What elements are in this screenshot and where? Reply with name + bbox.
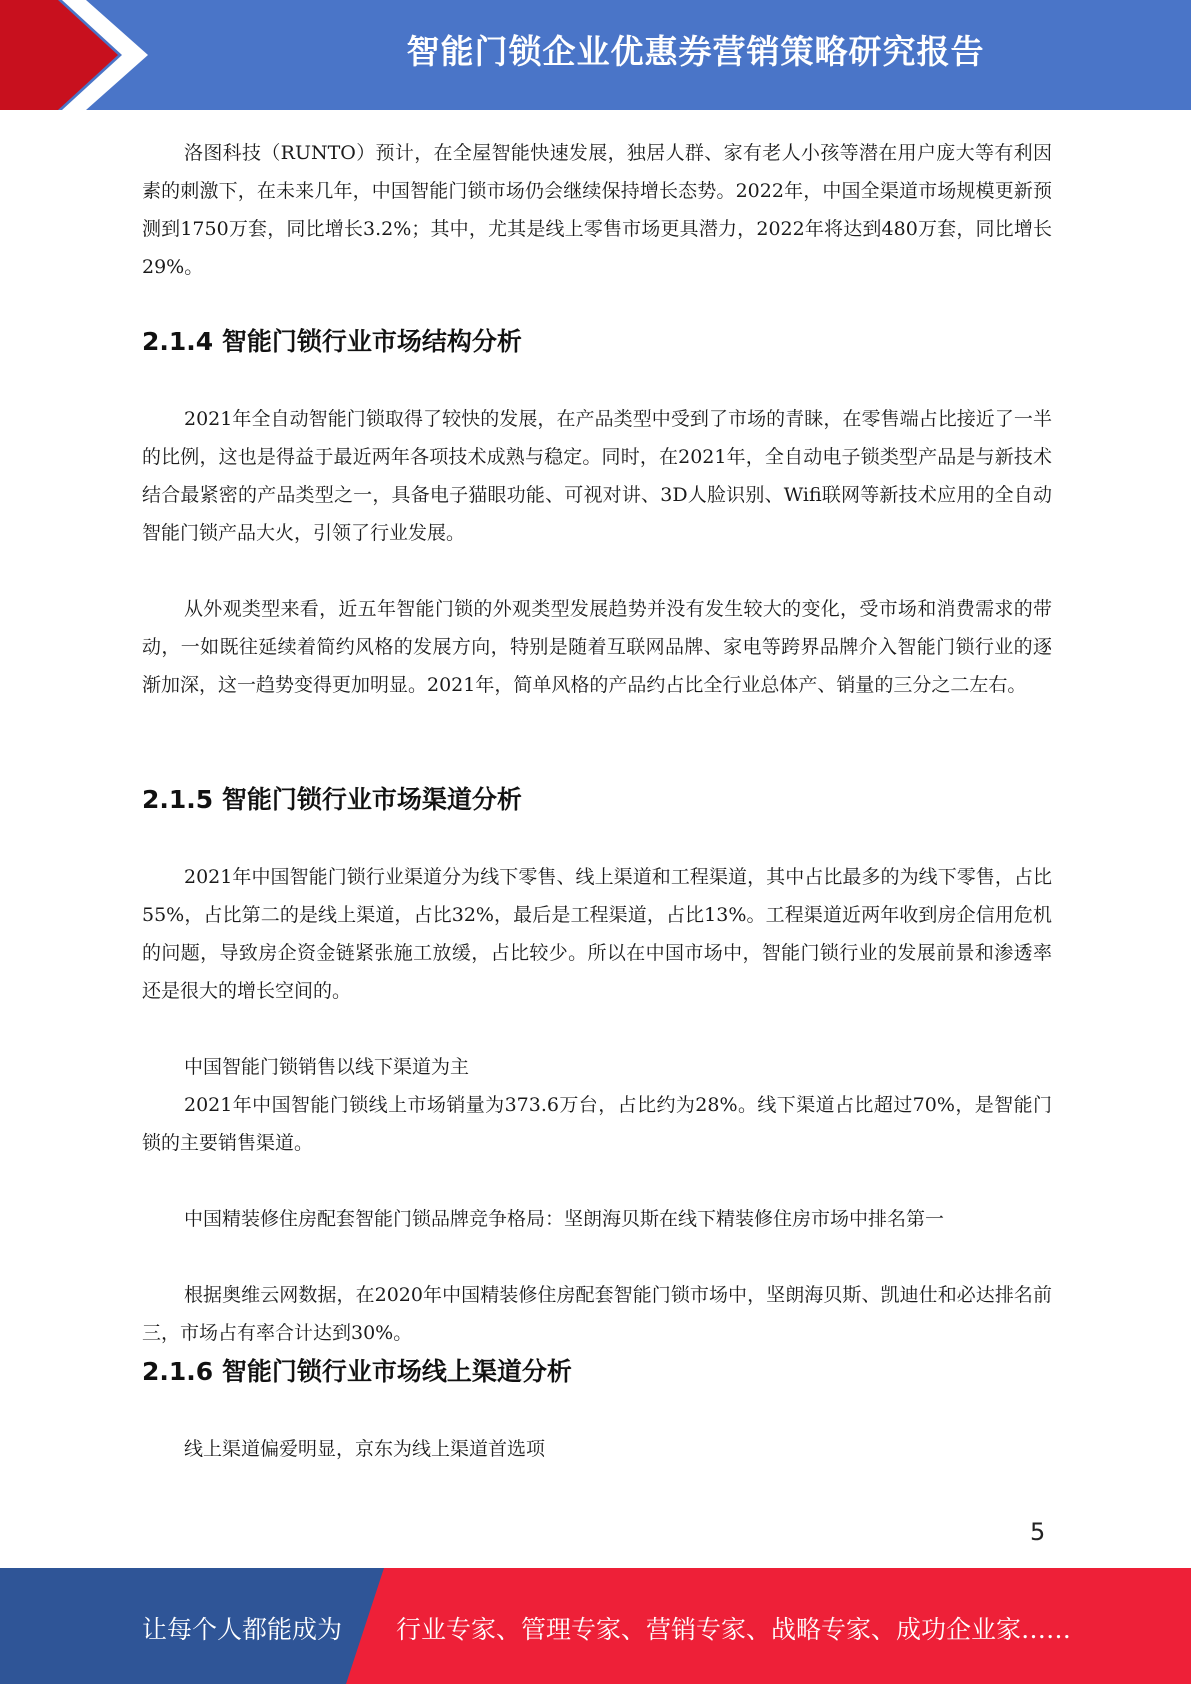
paragraph-appearance-trend: 从外观类型来看，近五年智能门锁的外观类型发展趋势并没有发生较大的变化，受市场和消费需求的带动，一如既往延续着简约风格的发展方向，特别是随着互联网品牌、家电等跨界品牌介入智能门锁行业的逐渐加深，这一趋势变得更加明显。2021年，简单风格的产品约占比全行业总体产、销量的三分之二左右。 xyxy=(142,598,1052,696)
footer-slogan-left: 让每个人都能成为 xyxy=(142,1615,343,1644)
page-footer xyxy=(0,1568,1191,1684)
section-heading-2-1-4: 2.1.4 智能门锁行业市场结构分析 xyxy=(142,327,522,356)
paragraph-auto-lock-development: 2021年全自动智能门锁取得了较快的发展，在产品类型中受到了市场的青睐，在零售端占比接近了一半的比例，这也是得益于最近两年各项技术成熟与稳定。同时，在2021年，全自动电子锁类型产品是与新技术结合最紧密的产品类型之一，具备电子猫眼功能、可视对讲、3D人脸识别、Wifi联网等新技术应用的全自动智能门锁产品大火，引领了行业发展。 xyxy=(142,408,1052,544)
page-number: 5 xyxy=(1030,1518,1046,1546)
section-heading-2-1-5: 2.1.5 智能门锁行业市场渠道分析 xyxy=(142,785,522,814)
paragraph-online-sales-2021: 2021年中国智能门锁线上市场销量为373.6万台，占比约为28%。线下渠道占比超过70%，是智能门锁的主要销售渠道。 xyxy=(142,1094,1052,1154)
footer-slogan-right: 行业专家、管理专家、营销专家、战略专家、成功企业家…… xyxy=(396,1615,1072,1644)
section-heading-2-1-6: 2.1.6 智能门锁行业市场线上渠道分析 xyxy=(142,1357,572,1386)
report-title: 智能门锁企业优惠券营销策略研究报告 xyxy=(406,32,985,71)
paragraph-brand-competition: 中国精装修住房配套智能门锁品牌竞争格局：坚朗海贝斯在线下精装修住房市场中排名第一 xyxy=(184,1208,945,1230)
page-header xyxy=(0,0,1191,110)
paragraph-runto-forecast: 洛图科技（RUNTO）预计，在全屋智能快速发展，独居人群、家有老人小孩等潜在用户庞大等有利因素的刺激下，在未来几年，中国智能门锁市场仍会继续保持增长态势。2022年，中国全渠道市场规模更新预测到1750万套，同比增长3.2%；其中，尤其是线上零售市场更具潜力，2022年将达到480万套，同比增长29%。 xyxy=(142,142,1052,278)
paragraph-offline-main: 中国智能门锁销售以线下渠道为主 xyxy=(184,1056,470,1078)
paragraph-online-preference: 线上渠道偏爱明显，京东为线上渠道首选项 xyxy=(184,1438,546,1460)
paragraph-avc-data: 根据奥维云网数据，在2020年中国精装修住房配套智能门锁市场中，坚朗海贝斯、凯迪仕和必达排名前三，市场占有率合计达到30%。 xyxy=(142,1284,1052,1344)
paragraph-channel-distribution: 2021年中国智能门锁行业渠道分为线下零售、线上渠道和工程渠道，其中占比最多的为线下零售，占比55%，占比第二的是线上渠道，占比32%，最后是工程渠道，占比13%。工程渠道近两年收到房企信用危机的问题，导致房企资金链紧张施工放缓，占比较少。所以在中国市场中，智能门锁行业的发展前景和渗透率还是很大的增长空间的。 xyxy=(142,866,1052,1002)
